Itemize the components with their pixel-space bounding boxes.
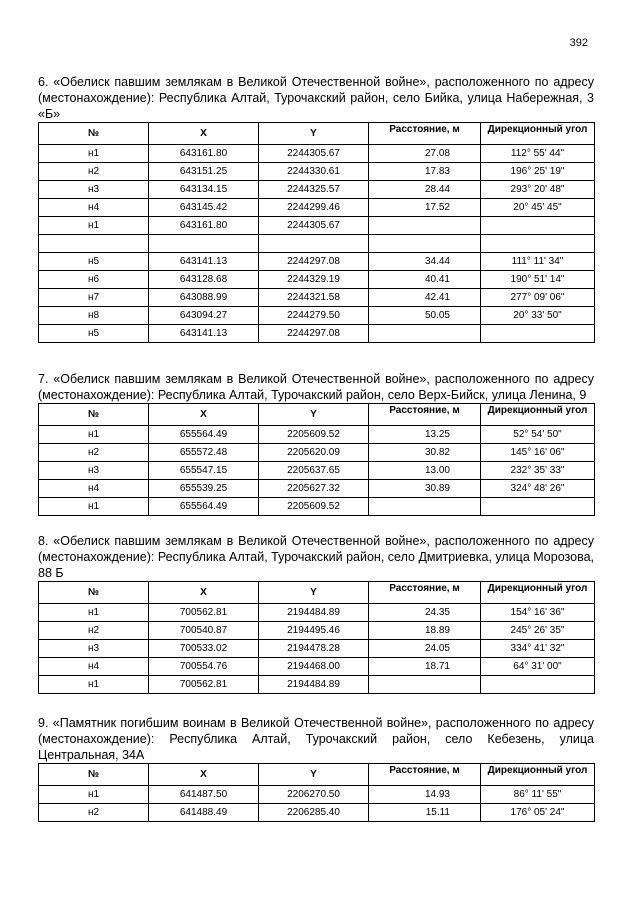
point-number-cell: н5 (39, 253, 149, 271)
point-number-cell: н1 (39, 786, 149, 804)
y-coordinate-cell: 2205609.52 (259, 426, 369, 444)
table-row (39, 640, 595, 658)
angle-cell: 190° 51' 14" (481, 271, 595, 289)
angle-cell: 145° 16' 06" (481, 444, 595, 462)
y-coordinate-cell: 2244321.58 (259, 289, 369, 307)
col-number-header: № (39, 582, 149, 604)
col-number-header: № (39, 123, 149, 145)
distance-cell (369, 217, 481, 235)
col-angle-header: Дирекционный угол (481, 764, 595, 786)
angle-cell: 111° 11' 34" (481, 253, 595, 271)
table-row (39, 235, 595, 253)
page-number: 392 (569, 37, 588, 49)
point-number-cell: н1 (39, 145, 149, 163)
section-heading: 7. «Обелиск павшим землякам в Великой Отечественной войне», расположенного по адресу (местонахождение): Республика Алтай, Турочакский район, село Верх-Бийск, улица Ленина, 9 (38, 372, 594, 402)
coordinates-table (38, 581, 595, 694)
col-distance-header: Расстояние, м (369, 582, 481, 604)
table-row (39, 145, 595, 163)
section-7 (38, 371, 594, 516)
x-coordinate-cell: 700554.76 (149, 658, 259, 676)
x-coordinate-cell: 643161.80 (149, 217, 259, 235)
col-x-header: X (149, 764, 259, 786)
table-row (39, 462, 595, 480)
section-heading: 9. «Памятник погибшим воинам в Великой Отечественной войне», расположенного по адресу (местонахождение): Республика Алтай, Турочакский район, село Кебезень, улица Центральная, 34А (38, 716, 594, 762)
distance-cell (369, 676, 481, 694)
x-coordinate-cell: 700562.81 (149, 676, 259, 694)
col-x-header: X (149, 582, 259, 604)
angle-cell: 86° 11' 55" (481, 786, 595, 804)
table-row (39, 253, 595, 271)
col-y-header: Y (259, 582, 369, 604)
x-coordinate-cell: 700540.87 (149, 622, 259, 640)
angle-cell: 245° 26' 35" (481, 622, 595, 640)
y-coordinate-cell (259, 235, 369, 253)
x-coordinate-cell: 643145.42 (149, 199, 259, 217)
point-number-cell: н2 (39, 622, 149, 640)
col-x-header: X (149, 123, 259, 145)
angle-cell: 277° 09' 06" (481, 289, 595, 307)
angle-cell: 293° 20' 48" (481, 181, 595, 199)
x-coordinate-cell: 643141.13 (149, 325, 259, 343)
y-coordinate-cell: 2194468.00 (259, 658, 369, 676)
distance-cell (369, 235, 481, 253)
x-coordinate-cell: 655564.49 (149, 498, 259, 516)
point-number-cell: н4 (39, 480, 149, 498)
distance-cell: 24.35 (369, 604, 481, 622)
point-number-cell: н3 (39, 462, 149, 480)
y-coordinate-cell: 2205609.52 (259, 498, 369, 516)
x-coordinate-cell: 643128.68 (149, 271, 259, 289)
distance-cell: 13.25 (369, 426, 481, 444)
section-9 (38, 715, 594, 822)
x-coordinate-cell (149, 235, 259, 253)
point-number-cell: н7 (39, 289, 149, 307)
y-coordinate-cell: 2244330.61 (259, 163, 369, 181)
distance-cell: 24.05 (369, 640, 481, 658)
angle-cell (481, 325, 595, 343)
angle-cell: 154° 16' 36" (481, 604, 595, 622)
point-number-cell: н1 (39, 498, 149, 516)
distance-cell: 50.05 (369, 307, 481, 325)
point-number-cell: н8 (39, 307, 149, 325)
table-row (39, 307, 595, 325)
col-number-header: № (39, 764, 149, 786)
distance-cell: 27.08 (369, 145, 481, 163)
table-row (39, 622, 595, 640)
y-coordinate-cell: 2205627.32 (259, 480, 369, 498)
point-number-cell: н2 (39, 804, 149, 822)
distance-cell: 42.41 (369, 289, 481, 307)
y-coordinate-cell: 2244325.57 (259, 181, 369, 199)
angle-cell (481, 217, 595, 235)
table-row (39, 658, 595, 676)
table-row (39, 498, 595, 516)
y-coordinate-cell: 2244305.67 (259, 145, 369, 163)
distance-cell: 30.82 (369, 444, 481, 462)
x-coordinate-cell: 643134.15 (149, 181, 259, 199)
distance-cell: 18.89 (369, 622, 481, 640)
table-row (39, 181, 595, 199)
col-number-header: № (39, 404, 149, 426)
y-coordinate-cell: 2194478.28 (259, 640, 369, 658)
angle-cell: 64° 31' 00" (481, 658, 595, 676)
y-coordinate-cell: 2244279.50 (259, 307, 369, 325)
distance-cell: 17.83 (369, 163, 481, 181)
table-row (39, 271, 595, 289)
table-header-row (39, 764, 595, 786)
angle-cell: 20° 33' 50" (481, 307, 595, 325)
point-number-cell: н3 (39, 640, 149, 658)
point-number-cell: н4 (39, 658, 149, 676)
col-y-header: Y (259, 123, 369, 145)
x-coordinate-cell: 643141.13 (149, 253, 259, 271)
coordinates-table (38, 763, 595, 822)
distance-cell: 30.89 (369, 480, 481, 498)
y-coordinate-cell: 2244297.08 (259, 325, 369, 343)
distance-cell: 40.41 (369, 271, 481, 289)
section-heading: 8. «Обелиск павшим землякам в Великой Отечественной войне», расположенного по адресу (местонахождение): Республика Алтай, Турочакский район, село Дмитриевка, улица Морозова, 88 Б (38, 534, 594, 580)
table-row (39, 480, 595, 498)
x-coordinate-cell: 700533.02 (149, 640, 259, 658)
angle-cell (481, 235, 595, 253)
table-header-row (39, 404, 595, 426)
distance-cell (369, 498, 481, 516)
col-distance-header: Расстояние, м (369, 404, 481, 426)
angle-cell: 112° 55' 44" (481, 145, 595, 163)
y-coordinate-cell: 2205620.09 (259, 444, 369, 462)
col-distance-header: Расстояние, м (369, 764, 481, 786)
point-number-cell: н5 (39, 325, 149, 343)
table-row (39, 163, 595, 181)
y-coordinate-cell: 2244299.46 (259, 199, 369, 217)
table-row (39, 289, 595, 307)
x-coordinate-cell: 655572.48 (149, 444, 259, 462)
angle-cell (481, 498, 595, 516)
section-8 (38, 533, 594, 694)
section-heading: 6. «Обелиск павшим землякам в Великой Отечественной войне», расположенного по адресу (местонахождение): Республика Алтай, Турочакский район, село Бийка, улица Набережная, 3 «Б» (38, 75, 594, 121)
y-coordinate-cell: 2194484.89 (259, 676, 369, 694)
point-number-cell: н3 (39, 181, 149, 199)
table-row (39, 325, 595, 343)
angle-cell: 232° 35' 33" (481, 462, 595, 480)
point-number-cell: н2 (39, 163, 149, 181)
angle-cell: 52° 54' 50" (481, 426, 595, 444)
x-coordinate-cell: 700562.81 (149, 604, 259, 622)
x-coordinate-cell: 643088.99 (149, 289, 259, 307)
angle-cell: 334° 41' 32" (481, 640, 595, 658)
col-angle-header: Дирекционный угол (481, 582, 595, 604)
y-coordinate-cell: 2194495.46 (259, 622, 369, 640)
angle-cell: 196° 25' 19" (481, 163, 595, 181)
point-number-cell: н1 (39, 676, 149, 694)
table-row (39, 804, 595, 822)
table-header-row (39, 582, 595, 604)
x-coordinate-cell: 655539.25 (149, 480, 259, 498)
point-number-cell: н2 (39, 444, 149, 462)
distance-cell: 34.44 (369, 253, 481, 271)
x-coordinate-cell: 641488.49 (149, 804, 259, 822)
table-row (39, 604, 595, 622)
table-header-row (39, 123, 595, 145)
col-distance-header: Расстояние, м (369, 123, 481, 145)
y-coordinate-cell: 2206285.40 (259, 804, 369, 822)
x-coordinate-cell: 643151.25 (149, 163, 259, 181)
coordinates-table (38, 122, 595, 343)
col-y-header: Y (259, 404, 369, 426)
y-coordinate-cell: 2206270.50 (259, 786, 369, 804)
x-coordinate-cell: 655547.15 (149, 462, 259, 480)
section-6 (38, 74, 594, 343)
table-row (39, 786, 595, 804)
y-coordinate-cell: 2244297.08 (259, 253, 369, 271)
col-angle-header: Дирекционный угол (481, 404, 595, 426)
point-number-cell: н1 (39, 217, 149, 235)
distance-cell: 14.93 (369, 786, 481, 804)
point-number-cell: н4 (39, 199, 149, 217)
angle-cell: 176° 05' 24" (481, 804, 595, 822)
table-row (39, 676, 595, 694)
table-row (39, 217, 595, 235)
point-number-cell (39, 235, 149, 253)
table-row (39, 199, 595, 217)
angle-cell (481, 676, 595, 694)
col-x-header: X (149, 404, 259, 426)
col-angle-header: Дирекционный угол (481, 123, 595, 145)
y-coordinate-cell: 2194484.89 (259, 604, 369, 622)
point-number-cell: н6 (39, 271, 149, 289)
point-number-cell: н1 (39, 604, 149, 622)
angle-cell: 20° 45' 45" (481, 199, 595, 217)
x-coordinate-cell: 643161.80 (149, 145, 259, 163)
y-coordinate-cell: 2205637.65 (259, 462, 369, 480)
distance-cell: 28.44 (369, 181, 481, 199)
distance-cell: 13.00 (369, 462, 481, 480)
table-row (39, 426, 595, 444)
distance-cell: 17.52 (369, 199, 481, 217)
x-coordinate-cell: 643094.27 (149, 307, 259, 325)
distance-cell: 18.71 (369, 658, 481, 676)
angle-cell: 324° 48' 26" (481, 480, 595, 498)
point-number-cell: н1 (39, 426, 149, 444)
col-y-header: Y (259, 764, 369, 786)
x-coordinate-cell: 641487.50 (149, 786, 259, 804)
y-coordinate-cell: 2244305.67 (259, 217, 369, 235)
distance-cell: 15.11 (369, 804, 481, 822)
y-coordinate-cell: 2244329.19 (259, 271, 369, 289)
table-row (39, 444, 595, 462)
distance-cell (369, 325, 481, 343)
coordinates-table (38, 403, 595, 516)
x-coordinate-cell: 655564.49 (149, 426, 259, 444)
